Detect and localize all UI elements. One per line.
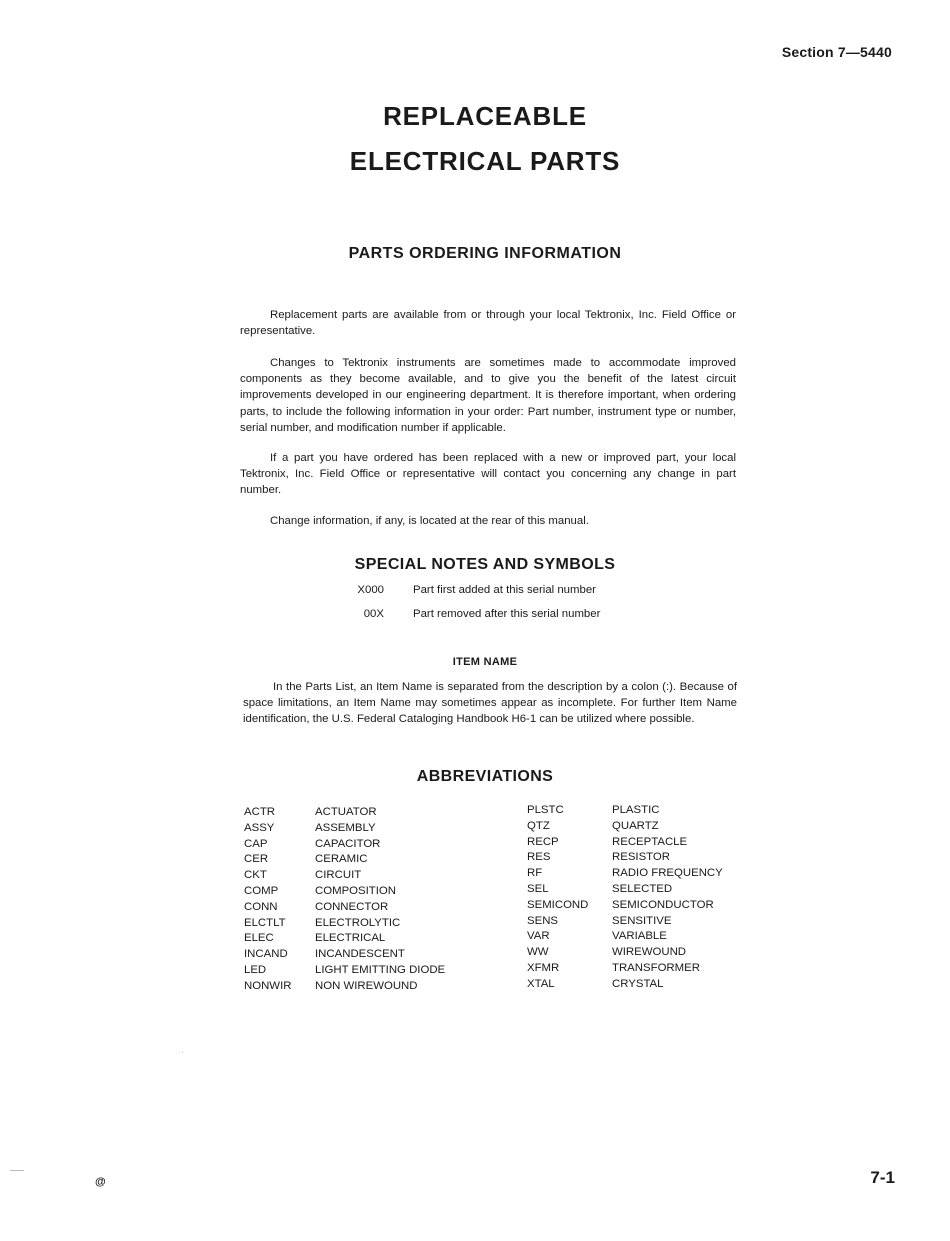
abbreviation-row — [244, 837, 445, 853]
symbol-meaning: Part first added at this serial number — [413, 584, 596, 596]
abbreviation-code: ELEC — [244, 932, 274, 945]
abbreviation-code: ACTR — [244, 806, 276, 818]
abbreviation-code: VAR — [527, 930, 550, 943]
abbreviation-row — [527, 835, 723, 851]
abbreviation-code: CAP — [244, 837, 268, 850]
title-line-2: ELECTRICAL PARTS — [349, 146, 621, 176]
parts-ordering-heading: PARTS ORDERING INFORMATION — [348, 245, 622, 262]
abbreviation-meaning: CONNECTOR — [315, 900, 389, 913]
abbreviation-code: CKT — [244, 869, 267, 882]
abbreviation-row — [527, 819, 723, 835]
abbreviation-meaning: ELECTROLYTIC — [315, 916, 401, 929]
abbreviation-meaning: QUARTZ — [612, 819, 659, 832]
abbreviation-code: RES — [527, 851, 551, 864]
abbreviation-row — [527, 977, 723, 993]
symbol-meaning: Part removed after this serial number — [413, 608, 601, 620]
abbreviation-row — [527, 898, 723, 914]
scan-speck — [10, 1170, 24, 1171]
abbreviation-code: RECP — [527, 835, 559, 848]
abbreviation-code: RF — [527, 867, 543, 880]
abbreviation-row — [527, 945, 723, 961]
abbreviation-meaning: TRANSFORMER — [612, 961, 700, 974]
symbols-list — [340, 584, 600, 632]
abbreviation-meaning: WIREWOUND — [612, 946, 687, 959]
abbreviation-meaning: COMPOSITION — [315, 884, 397, 897]
abbreviation-code: WW — [527, 946, 549, 959]
abbreviation-meaning: SEMICONDUCTOR — [612, 898, 714, 911]
page-title — [0, 94, 950, 184]
abbreviation-meaning: CIRCUIT — [315, 869, 362, 882]
abbreviation-meaning: ELECTRICAL — [315, 932, 386, 945]
abbreviation-row — [244, 916, 445, 932]
page-number: 7-1 — [870, 1168, 895, 1187]
symbol-row — [340, 608, 600, 632]
abbreviation-meaning: INCANDESCENT — [315, 948, 405, 961]
symbol-code: 00X — [363, 608, 384, 620]
abbreviation-meaning: RADIO FREQUENCY — [612, 867, 723, 880]
abbreviation-code: NONWIR — [244, 979, 292, 992]
abbreviation-code: QTZ — [527, 819, 550, 832]
abbreviation-code: CONN — [244, 900, 278, 913]
abbreviation-row — [244, 868, 445, 884]
ordering-paragraph: Replacement parts are available from or through your local Tektronix, Inc. Field Office or representative. — [240, 309, 736, 338]
abbreviation-code: XTAL — [527, 977, 555, 990]
abbreviation-code: SEL — [527, 882, 549, 895]
abbreviation-meaning: CAPACITOR — [315, 837, 381, 850]
abbreviation-meaning: ACTUATOR — [315, 806, 377, 818]
symbol-row — [340, 584, 600, 608]
ordering-paragraph: Change information, if any, is located at the rear of this manual. — [270, 515, 589, 527]
scan-speck — [182, 1052, 183, 1053]
abbreviation-code: ASSY — [244, 821, 275, 834]
abbreviation-meaning: SELECTED — [612, 882, 673, 895]
abbreviations-heading: ABBREVIATIONS — [416, 768, 554, 785]
abbreviation-code: SEMICOND — [527, 898, 589, 911]
ordering-paragraph: If a part you have ordered has been replaced with a new or improved part, your local Tektronix, Inc. Field Office or representative will contact you concerning any change in part number. — [240, 452, 736, 497]
abbreviation-meaning: CERAMIC — [315, 853, 368, 866]
abbreviations-left-column — [244, 805, 445, 995]
abbreviation-code: INCAND — [244, 948, 288, 961]
special-notes-heading: SPECIAL NOTES AND SYMBOLS — [354, 556, 616, 573]
title-line-1: REPLACEABLE — [383, 101, 587, 131]
item-name-heading: ITEM NAME — [452, 656, 518, 668]
abbreviation-row — [244, 805, 445, 821]
abbreviation-meaning: SENSITIVE — [612, 914, 672, 927]
abbreviation-row — [527, 929, 723, 945]
abbreviation-row — [527, 850, 723, 866]
abbreviation-meaning: NON WIREWOUND — [315, 979, 418, 992]
abbreviation-meaning: RESISTOR — [612, 851, 671, 864]
publisher-mark: @ — [95, 1176, 106, 1188]
item-name-paragraph: In the Parts List, an Item Name is separated from the description by a colon (:). Because of space limitations, an Item Name may sometimes appear as incomplete. For further Item Name identification, the U.S. Federal Cataloging Handbook H6-1 can be utilized where possible. — [243, 681, 737, 726]
abbreviation-row — [244, 979, 445, 995]
abbreviation-code: COMP — [244, 884, 279, 897]
section-header: Section 7—5440 — [781, 44, 892, 60]
abbreviation-row — [527, 803, 723, 819]
abbreviation-code: CER — [244, 853, 269, 866]
abbreviation-row — [527, 914, 723, 930]
abbreviation-row — [527, 866, 723, 882]
symbol-code: X000 — [357, 584, 384, 596]
abbreviation-meaning: LIGHT EMITTING DIODE — [315, 963, 446, 976]
abbreviation-code: LED — [244, 963, 267, 976]
abbreviation-meaning: RECEPTACLE — [612, 835, 688, 848]
abbreviation-meaning: ASSEMBLY — [315, 821, 376, 834]
abbreviation-code: SENS — [527, 914, 559, 927]
abbreviation-meaning: CRYSTAL — [612, 977, 664, 990]
abbreviation-row — [244, 947, 445, 963]
abbreviation-row — [527, 961, 723, 977]
abbreviation-code: PLSTC — [527, 804, 564, 816]
abbreviation-code: XFMR — [527, 961, 560, 974]
abbreviation-row — [244, 931, 445, 947]
abbreviation-row — [527, 882, 723, 898]
abbreviation-row — [244, 821, 445, 837]
ordering-paragraph: Changes to Tektronix instruments are sometimes made to accommodate improved components as they become available, and to give you the benefit of the latest circuit improvements developed in our engineering department. It is therefore important, when ordering parts, to include the following information in your order: Part number, instrument type or number, serial number, and modification number if applicable. — [240, 357, 736, 434]
abbreviations-right-column — [527, 803, 723, 993]
abbreviation-meaning: VARIABLE — [612, 930, 667, 943]
abbreviation-meaning: PLASTIC — [612, 804, 660, 816]
abbreviation-row — [244, 884, 445, 900]
abbreviation-code: ELCTLT — [244, 916, 286, 929]
abbreviation-row — [244, 852, 445, 868]
abbreviation-row — [244, 900, 445, 916]
abbreviation-row — [244, 963, 445, 979]
